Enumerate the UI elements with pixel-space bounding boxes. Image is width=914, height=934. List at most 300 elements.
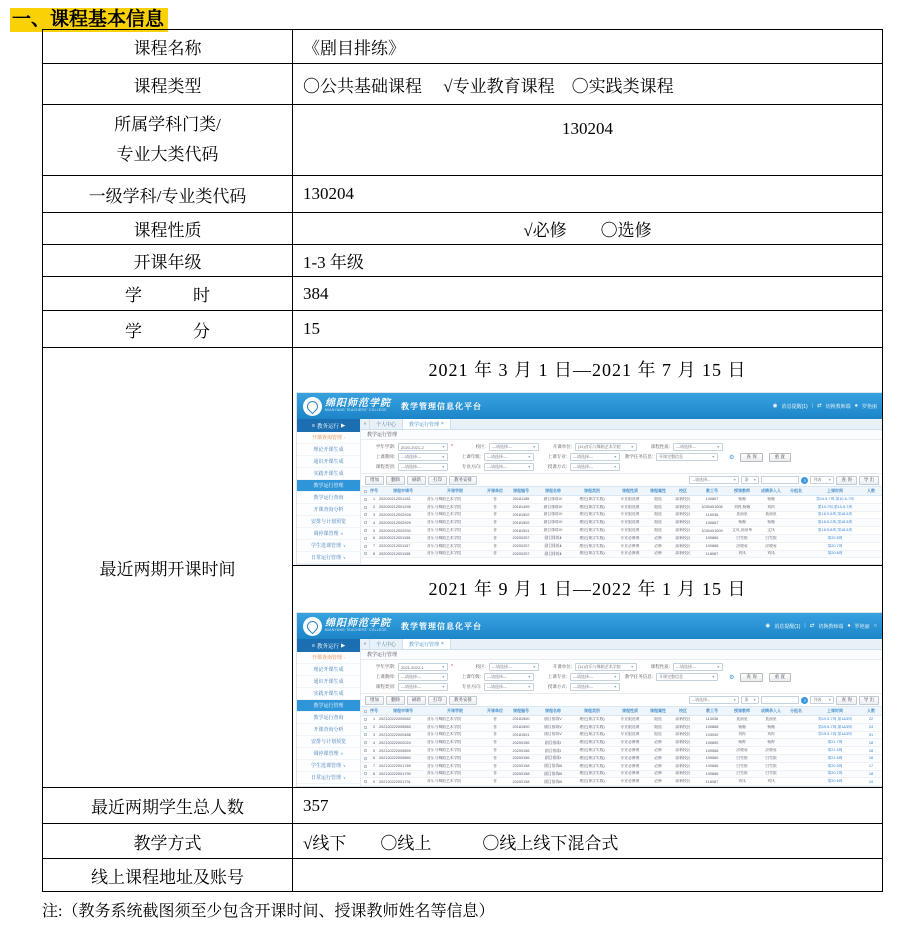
- tab-teaching-run[interactable]: 教学运行管理 ×: [403, 419, 451, 429]
- sidebar-item-0[interactable]: 开课查询管理 ‹: [297, 652, 360, 664]
- grid-header: [361, 486, 883, 496]
- cell-code: 20181185: [512, 497, 530, 502]
- cell-cat: 理论(课含实践): [579, 763, 605, 768]
- bell-icon: ◉: [765, 623, 771, 629]
- row-checkbox[interactable]: [364, 741, 367, 744]
- row-checkbox[interactable]: [364, 529, 367, 532]
- cell-nature: 专业必修课: [620, 748, 640, 753]
- cell-tid: 109560: [705, 756, 719, 761]
- search-icon[interactable]: ⌕: [801, 477, 808, 484]
- reset-button[interactable]: 重 置: [769, 673, 791, 682]
- filter-select[interactable]: [570, 463, 620, 471]
- cell-college: 音乐与舞蹈艺术学院: [427, 724, 462, 729]
- sidebar-item-8[interactable]: 调停课管理 ∨: [297, 528, 360, 540]
- sidebar-item-8[interactable]: 调停课管理 ∨: [297, 748, 360, 760]
- chevron-down-icon: ▼: [441, 465, 445, 469]
- cell-count[interactable]: 18: [868, 771, 874, 776]
- filter-label: 授课方式:: [547, 684, 567, 689]
- cell-attr: 限选: [654, 528, 662, 533]
- filter-select[interactable]: [398, 453, 448, 461]
- chevron-down-icon: ▼: [527, 675, 531, 679]
- cell-cbx: [361, 545, 369, 548]
- cell-nature: 专业限选课: [620, 496, 640, 501]
- cell-campus: 高新校区: [675, 724, 691, 729]
- required-star: *: [451, 444, 453, 450]
- view-select[interactable]: [810, 696, 834, 704]
- find-button[interactable]: 查 询: [836, 696, 856, 705]
- close-icon[interactable]: ×: [441, 641, 444, 647]
- menu-icon: ≡: [311, 642, 315, 649]
- chevron-down-icon: ▼: [613, 465, 617, 469]
- reset-button[interactable]: 重 置: [769, 453, 791, 462]
- column-header-16: 人数: [867, 708, 875, 713]
- chevron-down-icon: ▼: [613, 675, 617, 679]
- close-icon[interactable]: ×: [441, 421, 444, 427]
- sidebar-item-6[interactable]: 开课查询分析: [297, 504, 360, 516]
- cell-time[interactable]: 第21.5周: [827, 748, 843, 753]
- row-checkbox[interactable]: [364, 780, 367, 783]
- mini-body: [297, 419, 883, 565]
- toolbar-button-2[interactable]: 刷新: [407, 476, 426, 485]
- chevron-down-icon: ▼: [716, 445, 720, 449]
- row-checkbox[interactable]: [364, 537, 367, 540]
- cell-recorder: 杨媚: [767, 724, 775, 729]
- search-input[interactable]: [761, 696, 799, 704]
- gear-icon[interactable]: ⚙: [729, 674, 735, 681]
- filter-select[interactable]: [575, 443, 637, 451]
- export-button[interactable]: 导 出: [859, 696, 879, 705]
- page-size-select[interactable]: [689, 696, 739, 704]
- cell-cat: 理论(课含实践): [579, 716, 605, 721]
- cell-cbx: [361, 521, 369, 524]
- cell-teacher: 杨媚: [738, 724, 746, 729]
- cell-tid: 1030401008: [701, 505, 723, 510]
- cell-time[interactable]: 第19.5-7周,第1&3周: [818, 716, 852, 721]
- cell-no: 3: [372, 732, 376, 737]
- sidebar-item-2[interactable]: 通识开课生成: [297, 676, 360, 688]
- filter-select[interactable]: [484, 683, 534, 691]
- row-checkbox[interactable]: [364, 772, 367, 775]
- toolbar-button-1[interactable]: 删除: [386, 696, 405, 705]
- tab-personal-center[interactable]: 个人中心: [370, 639, 403, 649]
- filter-select[interactable]: [673, 443, 723, 451]
- cell-college: 音乐与舞蹈艺术学院: [427, 732, 462, 737]
- cell-college: 音乐与舞蹈艺术学院: [427, 528, 462, 533]
- cell-code: 20200156: [512, 740, 530, 745]
- divider: |: [804, 623, 806, 629]
- cell-cat: 理论(课含实践): [579, 771, 605, 776]
- filter-label: 授课方式:: [547, 464, 567, 469]
- cell-time[interactable]: 第10.7周,第10.5-7周: [817, 504, 853, 509]
- cell-nature: 专业必修课: [620, 763, 640, 768]
- filter-row-0: [365, 442, 879, 452]
- column-header-0: [361, 490, 369, 493]
- column-header-11: 教工号: [706, 488, 718, 493]
- cell-attr: 限选: [654, 512, 662, 517]
- nav-root-button[interactable]: [297, 419, 360, 432]
- cell-code: 20181501: [512, 732, 530, 737]
- cell-attr: 必修: [654, 779, 662, 784]
- cell-apply: 202020212001156: [379, 536, 411, 541]
- filter-select[interactable]: [484, 463, 534, 471]
- cell-time[interactable]: 第18.5-5周,第18.5周: [817, 512, 853, 517]
- find-button[interactable]: 查 询: [836, 476, 856, 485]
- table-row: [361, 504, 883, 512]
- cell-campus: 高新校区: [675, 748, 691, 753]
- cell-teacher: 涂晓蓉: [736, 543, 748, 548]
- cell-count[interactable]: 18: [868, 740, 874, 745]
- message-link[interactable]: 消息提醒(1): [781, 403, 808, 410]
- cell-cbx: [361, 529, 369, 532]
- cell-time[interactable]: 第18.5-8周,第18.5周: [817, 528, 853, 533]
- cell-cat: 理论(课含实践): [579, 779, 605, 784]
- cell-no: 4: [372, 520, 376, 525]
- chevron-down-icon: ▼: [527, 465, 531, 469]
- cell-cat: 理论(课含实践): [579, 748, 605, 753]
- row-checkbox[interactable]: [364, 521, 367, 524]
- cell-count[interactable]: 17: [868, 764, 874, 769]
- filter-select[interactable]: [673, 663, 723, 671]
- row-checkbox[interactable]: [364, 552, 367, 555]
- cell-name: 剧目排练Ⅲ: [544, 771, 562, 776]
- cell-no: 5: [372, 748, 376, 753]
- cell-tid: 118087: [705, 551, 719, 556]
- mini-breadcrumb: 教学运行管理: [361, 430, 883, 440]
- cell-name: 剧目排练V: [544, 724, 562, 729]
- cell-unit: 音: [493, 716, 497, 721]
- query-button[interactable]: 查 询: [740, 673, 762, 682]
- cell-count[interactable]: 51: [868, 732, 874, 737]
- cell-time[interactable]: 第20.5周: [827, 535, 843, 540]
- cell-code: 20200257: [512, 544, 530, 549]
- chevron-down-icon: ▼: [733, 478, 737, 482]
- cell-tid: 109568: [705, 748, 719, 753]
- cell-campus: 高新校区: [675, 763, 691, 768]
- page-size-select[interactable]: [689, 476, 739, 484]
- sidebar-item-3[interactable]: 实践开课生成: [297, 468, 360, 480]
- chevron-down-icon: ▼: [733, 698, 737, 702]
- cell-no: 6: [372, 536, 376, 541]
- cell-time[interactable]: 第20.6周: [827, 551, 843, 556]
- cell-nature: 专业限选课: [620, 528, 640, 533]
- table-row: [361, 747, 883, 755]
- search-icon[interactable]: ⌕: [801, 697, 808, 704]
- toolbar-button-1[interactable]: 删除: [386, 476, 405, 485]
- mini-header: [297, 393, 883, 419]
- row-checkbox[interactable]: [364, 545, 367, 548]
- cell-apply: 202120222005860: [379, 756, 411, 761]
- sidebar-item-5[interactable]: 教学运行查询: [297, 712, 360, 724]
- toolbar-right: [689, 476, 879, 485]
- filter-select[interactable]: [656, 453, 718, 461]
- filter-select[interactable]: [570, 673, 620, 681]
- field-value-course-type: 〇公共基础课程 √专业教育课程 〇实践类课程: [293, 64, 883, 105]
- filter-row-2: [365, 682, 879, 692]
- cell-teacher: 白雪银: [736, 771, 748, 776]
- cell-apply: 202120222001789: [379, 764, 411, 769]
- cell-apply: 202120222005582: [379, 717, 411, 722]
- cell-count[interactable]: 16: [868, 756, 874, 761]
- cell-apply: 202020212002929: [379, 520, 411, 525]
- filter-select[interactable]: [398, 443, 448, 451]
- filter-label: 上课教师:: [375, 674, 395, 679]
- cell-cbx: [361, 513, 369, 516]
- filter-select[interactable]: [570, 683, 620, 691]
- filter-row-0: [365, 662, 879, 672]
- chevron-left-icon: ‹: [343, 435, 346, 440]
- sidebar-item-0[interactable]: 开课查询管理 ‹: [297, 432, 360, 444]
- toolbar-button-0[interactable]: 增加: [365, 696, 384, 705]
- field-value-course-nature: √必修 〇选修: [293, 213, 883, 245]
- view-select[interactable]: [810, 476, 834, 484]
- cell-attr: 必修: [654, 771, 662, 776]
- table-row: [361, 724, 883, 732]
- row-checkbox[interactable]: [364, 757, 367, 760]
- switch-teacher-link[interactable]: 切换教师端: [825, 403, 851, 410]
- row-checkbox[interactable]: [364, 765, 367, 768]
- username-link[interactable]: 罗艳丽: [861, 403, 877, 410]
- mini-sidebar: [297, 419, 361, 565]
- cell-name: 剧目排练Ⅲ: [544, 779, 562, 784]
- cell-count[interactable]: 24: [868, 725, 874, 730]
- filter-select[interactable]: [656, 673, 718, 681]
- filter-select[interactable]: [575, 663, 637, 671]
- cell-recorder: 文凤: [767, 528, 775, 533]
- sidebar-item-6[interactable]: 开课查询分析: [297, 724, 360, 736]
- cell-time[interactable]: 第20.7周: [827, 543, 843, 548]
- sidebar-item-5[interactable]: 教学运行查询: [297, 492, 360, 504]
- cell-cbx: [361, 506, 369, 509]
- row-checkbox[interactable]: [364, 726, 367, 729]
- column-header-13: 成绩录入人: [761, 488, 781, 493]
- sidebar-item-1[interactable]: 理论开课生成: [297, 664, 360, 676]
- sidebar-item-2[interactable]: 通识开课生成: [297, 456, 360, 468]
- tab-personal-center[interactable]: 个人中心: [370, 419, 403, 429]
- toolbar-button-4[interactable]: 教务安排: [449, 696, 477, 705]
- period-1-date: 2021 年 3 月 1 日—2021 年 7 月 15 日: [428, 360, 747, 380]
- filter-select-value: ---请选择---: [487, 454, 507, 459]
- cell-tid: 103040: [705, 732, 719, 737]
- filter-select[interactable]: [398, 463, 448, 471]
- query-button[interactable]: 查 询: [740, 453, 762, 462]
- cell-campus: 高新校区: [675, 551, 691, 556]
- column-header-7: 课程类别: [584, 488, 600, 493]
- cell-recorder: 白雪银: [765, 535, 777, 540]
- toolbar-button-4[interactable]: 教务安排: [449, 476, 477, 485]
- tab-teaching-run[interactable]: 教学运行管理 ×: [403, 639, 451, 649]
- cell-time[interactable]: 第21.6周: [827, 755, 843, 760]
- cell-recorder: 白雪银: [765, 755, 777, 760]
- cell-unit: 音: [493, 763, 497, 768]
- row-checkbox[interactable]: [364, 498, 367, 501]
- cell-name: 剧目排练V: [544, 732, 562, 737]
- toolbar-button-3[interactable]: 打印: [428, 476, 447, 485]
- unit-select[interactable]: [741, 476, 759, 484]
- sidebar-item-9[interactable]: 学生选课管理 ∨: [297, 760, 360, 772]
- cell-no: 3: [372, 512, 376, 517]
- column-header-13: 成绩录入人: [761, 708, 781, 713]
- filter-select[interactable]: [570, 453, 620, 461]
- column-header-9: 课程属性: [650, 488, 666, 493]
- cell-campus: 高新校区: [675, 771, 691, 776]
- switch-teacher-link[interactable]: 切换教师端: [818, 623, 844, 630]
- sidebar-item-4[interactable]: 教学运行管理: [297, 700, 360, 712]
- toolbar-button-3[interactable]: 打印: [428, 696, 447, 705]
- cell-college: 音乐与舞蹈艺术学院: [427, 740, 462, 745]
- cell-campus: 高新校区: [675, 528, 691, 533]
- filter-select[interactable]: [398, 663, 448, 671]
- chevron-down-icon: ∨: [343, 555, 346, 560]
- cell-college: 音乐与舞蹈艺术学院: [427, 748, 462, 753]
- required-star: *: [451, 664, 453, 670]
- cell-cbx: [361, 749, 369, 752]
- filter-select-value: ---请选择---: [675, 664, 696, 669]
- nav-root-button[interactable]: [297, 639, 360, 652]
- toolbar-button-2[interactable]: 刷新: [407, 696, 426, 705]
- sidebar-item-10[interactable]: 日常运行管理 ∨: [297, 772, 360, 784]
- chevron-down-icon: ▼: [613, 455, 617, 459]
- cell-no: 2: [372, 725, 376, 730]
- filter-select[interactable]: [484, 673, 534, 681]
- cell-time[interactable]: 第19.5-7周,第1&3周: [818, 724, 852, 729]
- cell-name: 剧目排练Ⅰ: [544, 756, 562, 761]
- tabs-scroll-left-icon[interactable]: «: [361, 639, 370, 649]
- cell-unit: 音: [493, 543, 497, 548]
- cell-time[interactable]: 第19.5-7周,第1&3周: [818, 732, 852, 737]
- cell-tid: 100868: [705, 544, 719, 549]
- cell-time[interactable]: 第10.5-7周,第10.5-7周: [816, 496, 854, 501]
- filter-select[interactable]: [398, 673, 448, 681]
- filter-select-value: ---请选择---: [675, 444, 696, 449]
- filter-label: 课程性质:: [650, 664, 670, 669]
- cell-tid: 100890: [705, 740, 719, 745]
- select-all-checkbox[interactable]: [364, 710, 367, 713]
- cell-attr: 限选: [654, 716, 662, 721]
- chevron-down-icon: ▼: [532, 445, 536, 449]
- user-icon: ●: [854, 403, 858, 409]
- cell-count[interactable]: 19: [868, 779, 874, 784]
- cell-attr: 限选: [654, 520, 662, 525]
- cell-time[interactable]: 第18.5-2周,第18.5周: [817, 520, 853, 525]
- toolbar-button-0[interactable]: 增加: [365, 476, 384, 485]
- cell-teacher: 刘冉,杨媚: [733, 504, 751, 509]
- cell-code: 20200156: [512, 748, 530, 753]
- power-icon[interactable]: ○: [873, 623, 877, 629]
- cell-college: 音乐与舞蹈艺术学院: [427, 512, 462, 517]
- row-checkbox[interactable]: [364, 506, 367, 509]
- chevron-down-icon: ▼: [613, 685, 617, 689]
- cell-attr: 限选: [654, 724, 662, 729]
- filter-select-value: ---请选择---: [487, 464, 507, 469]
- cell-apply: 202120222001791: [379, 779, 411, 784]
- column-header-3: 开课学院: [447, 488, 463, 493]
- table-row: [361, 496, 883, 504]
- message-link[interactable]: 消息提醒(1): [774, 623, 801, 630]
- mini-toolbar: [361, 693, 883, 706]
- column-header-12: 授课教师: [734, 708, 750, 713]
- search-input[interactable]: [761, 476, 799, 484]
- column-header-6: 课程名称: [545, 488, 561, 493]
- cell-time[interactable]: 第21.7周: [827, 740, 843, 745]
- cell-cat: 理论(课含实践): [579, 504, 605, 509]
- gear-icon[interactable]: ⚙: [729, 454, 735, 461]
- row-checkbox[interactable]: [364, 733, 367, 736]
- value: 条: [744, 697, 749, 702]
- course-info-table: [42, 29, 883, 892]
- filter-label: 上课专业:: [547, 454, 567, 459]
- row-checkbox[interactable]: [364, 718, 367, 721]
- tabs-scroll-left-icon[interactable]: «: [361, 419, 370, 429]
- cell-cat: 理论(课含实践): [579, 528, 605, 533]
- cell-time[interactable]: 第20.5周: [827, 763, 843, 768]
- cell-nature: 专业必修课: [620, 543, 640, 548]
- filter-select[interactable]: [484, 453, 534, 461]
- chevron-down-icon: ∨: [343, 763, 346, 768]
- chevron-down-icon: ▼: [630, 665, 634, 669]
- sidebar-item-7[interactable]: 安排与计划预览: [297, 516, 360, 528]
- cell-cbx: [361, 537, 369, 540]
- filter-select-value: (11)音乐与舞蹈艺术学院: [577, 444, 621, 449]
- cell-apply: 202020212001157: [379, 544, 411, 549]
- edu-system-screenshot-1: [296, 392, 883, 565]
- unit-select[interactable]: [741, 696, 759, 704]
- sidebar-item-10[interactable]: 日常运行管理 ∨: [297, 552, 360, 564]
- sidebar-item-4[interactable]: 教学运行管理: [297, 480, 360, 492]
- cell-campus: 高新校区: [675, 543, 691, 548]
- cell-code: 20200257: [512, 536, 530, 541]
- cell-no: 1: [372, 717, 376, 722]
- row-checkbox[interactable]: [364, 749, 367, 752]
- cell-time[interactable]: 第20.6周: [827, 779, 843, 784]
- sidebar-item-3[interactable]: 实践开课生成: [297, 688, 360, 700]
- cell-recorder: 涂晓蓉: [765, 543, 777, 548]
- sidebar-item-1[interactable]: 理论开课生成: [297, 444, 360, 456]
- chevron-down-icon: ▼: [753, 698, 757, 702]
- column-header-15: 上课时间: [827, 488, 843, 493]
- cell-name: 剧目排练VI: [543, 528, 563, 533]
- filter-label: 专业方向:: [461, 464, 481, 469]
- table-row: [361, 512, 883, 520]
- filter-select[interactable]: [489, 443, 539, 451]
- select-all-checkbox[interactable]: [364, 490, 367, 493]
- cell-attr: 限选: [654, 504, 662, 509]
- cell-time[interactable]: 第20.7周: [827, 771, 843, 776]
- cell-code: 20200158: [512, 779, 530, 784]
- chevron-right-icon: ▶: [341, 642, 346, 649]
- filter-select-value: 开课完整信息: [659, 454, 683, 459]
- field-label-hours: 学 时: [43, 277, 293, 311]
- cell-count[interactable]: 28: [868, 748, 874, 753]
- cell-no: 4: [372, 740, 376, 745]
- cell-unit: 音: [493, 732, 497, 737]
- export-button[interactable]: 导 出: [859, 476, 879, 485]
- row-checkbox[interactable]: [364, 513, 367, 516]
- cell-count[interactable]: 22: [868, 717, 874, 722]
- sidebar-item-7[interactable]: 安排与计划预览: [297, 736, 360, 748]
- cell-unit: 音: [493, 724, 497, 729]
- filter-select[interactable]: [489, 663, 539, 671]
- chevron-down-icon: ∨: [343, 775, 346, 780]
- sidebar-item-9[interactable]: 学生选课管理 ∨: [297, 540, 360, 552]
- cell-tid: 1030401009: [701, 528, 723, 533]
- filter-select[interactable]: [398, 683, 448, 691]
- cell-no: 7: [372, 764, 376, 769]
- column-header-5: 课程编号: [513, 488, 529, 493]
- toolbar-right: [689, 696, 879, 705]
- username-link[interactable]: 罗艳丽: [854, 623, 870, 630]
- cell-apply: 202020212002930: [379, 528, 411, 533]
- cell-no: 8: [372, 771, 376, 776]
